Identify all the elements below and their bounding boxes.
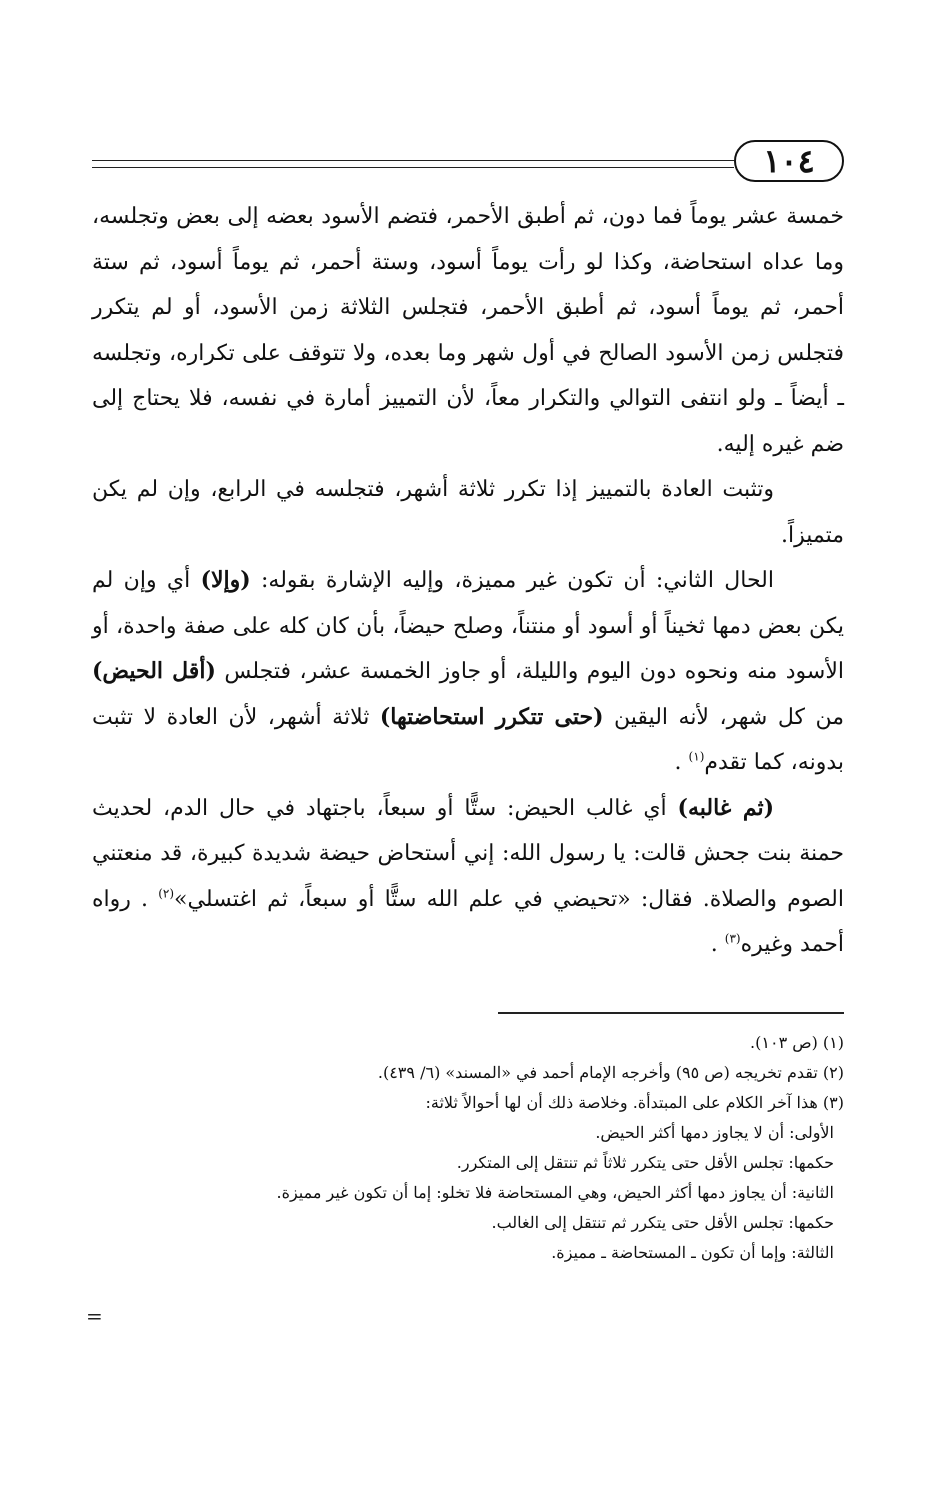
- matn-quote-illa: (وإلا): [200, 567, 251, 593]
- footnote-3: (٣) هذا آخر الكلام على المبتدأة. وخلاصة ذلك أن لها أحوالاً ثلاثة:: [425, 1093, 844, 1112]
- footnote-1: (١) (ص ١٠٣).: [750, 1033, 844, 1052]
- footnote-2: (٢) تقدم تخريجه (ص ٩٥) وأخرجه الإمام أحمد في «المسند» (٦/ ٤٣٩).: [377, 1063, 844, 1082]
- footnote-3-line-4: حكمها: تجلس الأقل حتى يتكرر ثم تنتقل إلى الغالب.: [491, 1213, 834, 1232]
- page-header: [92, 140, 844, 184]
- footnote-3-line-2: حكمها: تجلس الأقل حتى يتكرر ثلاثاً ثم تنتقل إلى المتكرر.: [456, 1153, 834, 1172]
- paragraph-4: [92, 786, 844, 968]
- matn-quote-hatta-tatakarrar: (حتى تتكرر استحاضتها): [379, 703, 604, 730]
- footnote-separator: [498, 1012, 844, 1014]
- header-rule-top: [92, 160, 734, 161]
- header-rule-bottom: [92, 167, 734, 168]
- paragraph-3-text-a: الحال الثاني: أن تكون غير مميزة، وإليه الإشارة بقوله:: [250, 568, 774, 593]
- paragraph-3-end: .: [674, 750, 689, 775]
- footnote-ref-1: (١): [688, 749, 705, 764]
- paragraph-4-text-c: . رواه أحمد وغيره: [92, 886, 844, 957]
- paragraph-3-text-e: من كل شهر، لأنه اليقين: [603, 704, 844, 730]
- body-text: [92, 194, 844, 968]
- paragraph-1: خمسة عشر يوماً فما دون، ثم أطبق الأحمر، فتضم الأسود بعضه إلى بعض وتجلسه، وما عداه استحاضة، وكذا لو رأت يوماً أسود، وستة أحمر، ثم يوماً أسود، ثم ستة أحمر، ثم يوماً أسود، ثم أطبق الأحمر، فتجلس الثلاثة زمن الأسود، أو لم يتكرر فتجلس زمن الأسود الصالح في أول شهر وما بعده، ولا تتوقف على تكراره، وتجلسه ـ أيضاً ـ ولو انتفى التوالي والتكرار معاً، لأن التمييز أمارة في نفسه، فلا يحتاج إلى ضم غيره إليه.: [92, 204, 845, 457]
- paragraph-3-text-c: أي وإن لم يكن بعض دمها ثخيناً أو أسود أو منتناً، وصلح حيضاً، بأن كان كله على صفة واحدة، أو الأسود منه ونحوه دون اليوم والليلة، أو جاوز الخمسة عشر، فتجلس: [92, 568, 845, 684]
- paragraph-4-end: .: [710, 932, 725, 957]
- page-number: ١٠٤: [734, 140, 844, 182]
- paragraph-3: [92, 558, 844, 786]
- paragraph-4-text-b: أي غالب الحيض: ستًّا أو سبعاً، باجتهاد في حال الدم، لحديث حمنة بنت جحش قالت: يا رسول الله: إني أستحاض حيضة شديدة كبيرة، قد منعتني الصوم والصلاة. فقال: «تحيضي في علم الله ستًّا أو سبعاً، ثم اغتسلي»: [92, 795, 845, 912]
- footnote-3-line-3: الثانية: أن يجاوز دمها أكثر الحيض، وهي المستحاضة فلا تخلو: إما أن تكون غير مميزة.: [276, 1183, 834, 1202]
- paragraph-2: وتثبت العادة بالتمييز إذا تكرر ثلاثة أشهر، فتجلسه في الرابع، وإن لم يكن متميزاً.: [92, 477, 844, 548]
- footnote-ref-3: (٣): [724, 931, 741, 946]
- continuation-mark: =: [86, 1304, 103, 1328]
- paragraph-3-text-g: ثلاثة أشهر، لأن العادة لا تثبت بدونه، كما تقدم: [92, 704, 844, 775]
- matn-quote-aqall-al-hayd: (أقل الحيض): [92, 658, 216, 684]
- footnotes: [92, 1028, 844, 1268]
- footnote-3-line-1: الأولى: أن لا يجاوز دمها أكثر الحيض.: [595, 1123, 834, 1142]
- footnote-3-line-5: الثالثة: وإما أن تكون ـ المستحاضة ـ مميزة.: [551, 1243, 834, 1262]
- matn-quote-thumma-ghalibuh: (ثم غالبه): [677, 794, 774, 821]
- footnote-ref-2: (٢): [158, 886, 175, 901]
